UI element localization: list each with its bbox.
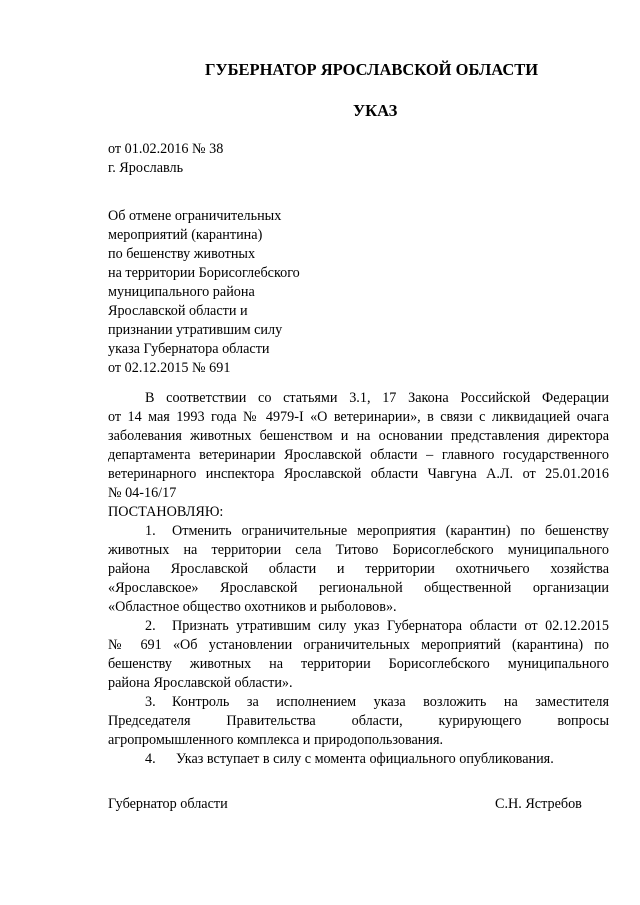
item-number: 2. <box>145 618 156 634</box>
authority-heading: ГУБЕРНАТОР ЯРОСЛАВСКОЙ ОБЛАСТИ <box>205 60 539 79</box>
item-number: 4. <box>145 751 156 767</box>
subject-line: на территории Борисоглебского <box>108 265 300 281</box>
item-line: района Ярославской области». <box>108 675 293 691</box>
item-line: № 691 «Об установлении ограничительных мероприятий (карантина) по <box>108 637 609 653</box>
date-number: от 01.02.2016 № 38 <box>108 141 224 157</box>
preamble-line: № 04-16/17 <box>108 485 177 501</box>
item-line: Отменить ограничительные мероприятия (карантин) по бешенству <box>172 523 609 539</box>
subject-line: по бешенству животных <box>108 246 256 262</box>
item-line: животных на территории села Титово Борисоглебского муниципального <box>108 542 609 558</box>
document-type-heading: УКАЗ <box>353 101 398 120</box>
item-line: агропромышленного комплекса и природопользования. <box>108 732 444 748</box>
subject-line: Об отмене ограничительных <box>108 208 282 224</box>
preamble-line: от 14 мая 1993 года № 4979-I «О ветеринарии», в связи с ликвидацией очага <box>108 409 609 425</box>
decree-word: ПОСТАНОВЛЯЮ: <box>108 504 224 520</box>
item-number: 3. <box>145 694 156 710</box>
preamble-line: В соответствии со статьями 3.1, 17 Закона Российской Федерации <box>145 390 609 406</box>
item-line: бешенству животных на территории Борисоглебского муниципального <box>108 656 609 672</box>
place: г. Ярославль <box>108 160 184 176</box>
subject-line: признании утратившим силу <box>108 322 283 338</box>
subject-line: указа Губернатора области <box>108 341 270 357</box>
subject-line: Ярославской области и <box>108 303 248 319</box>
item-line: «Областное общество охотников и рыболовов». <box>108 599 397 615</box>
signature-position: Губернатор области <box>108 796 228 812</box>
item-line: «Ярославское» Ярославской региональной общественной организации <box>108 580 609 596</box>
subject-line: муниципального района <box>108 284 255 300</box>
signature-name: С.Н. Ястребов <box>495 796 582 812</box>
preamble-line: департамента ветеринарии Ярославской области – главного государственного <box>108 447 609 463</box>
item-line: Контроль за исполнением указа возложить на заместителя <box>172 694 609 710</box>
preamble-line: ветеринарного инспектора Ярославской области Чавгуна А.Л. от 25.01.2016 <box>108 466 609 482</box>
item-line: Председателя Правительства области, курирующего вопросы <box>108 713 609 729</box>
item-line: Указ вступает в силу с момента официального опубликования. <box>176 751 554 767</box>
subject-line: мероприятий (карантина) <box>108 227 263 243</box>
preamble-line: заболевания животных бешенством и на основании представления директора <box>108 428 609 444</box>
item-line: района Ярославской области и территории охотничьего хозяйства <box>108 561 609 577</box>
item-number: 1. <box>145 523 156 539</box>
subject-line: от 02.12.2015 № 691 <box>108 360 231 376</box>
item-line: Признать утратившим силу указ Губернатора области от 02.12.2015 <box>172 618 609 634</box>
